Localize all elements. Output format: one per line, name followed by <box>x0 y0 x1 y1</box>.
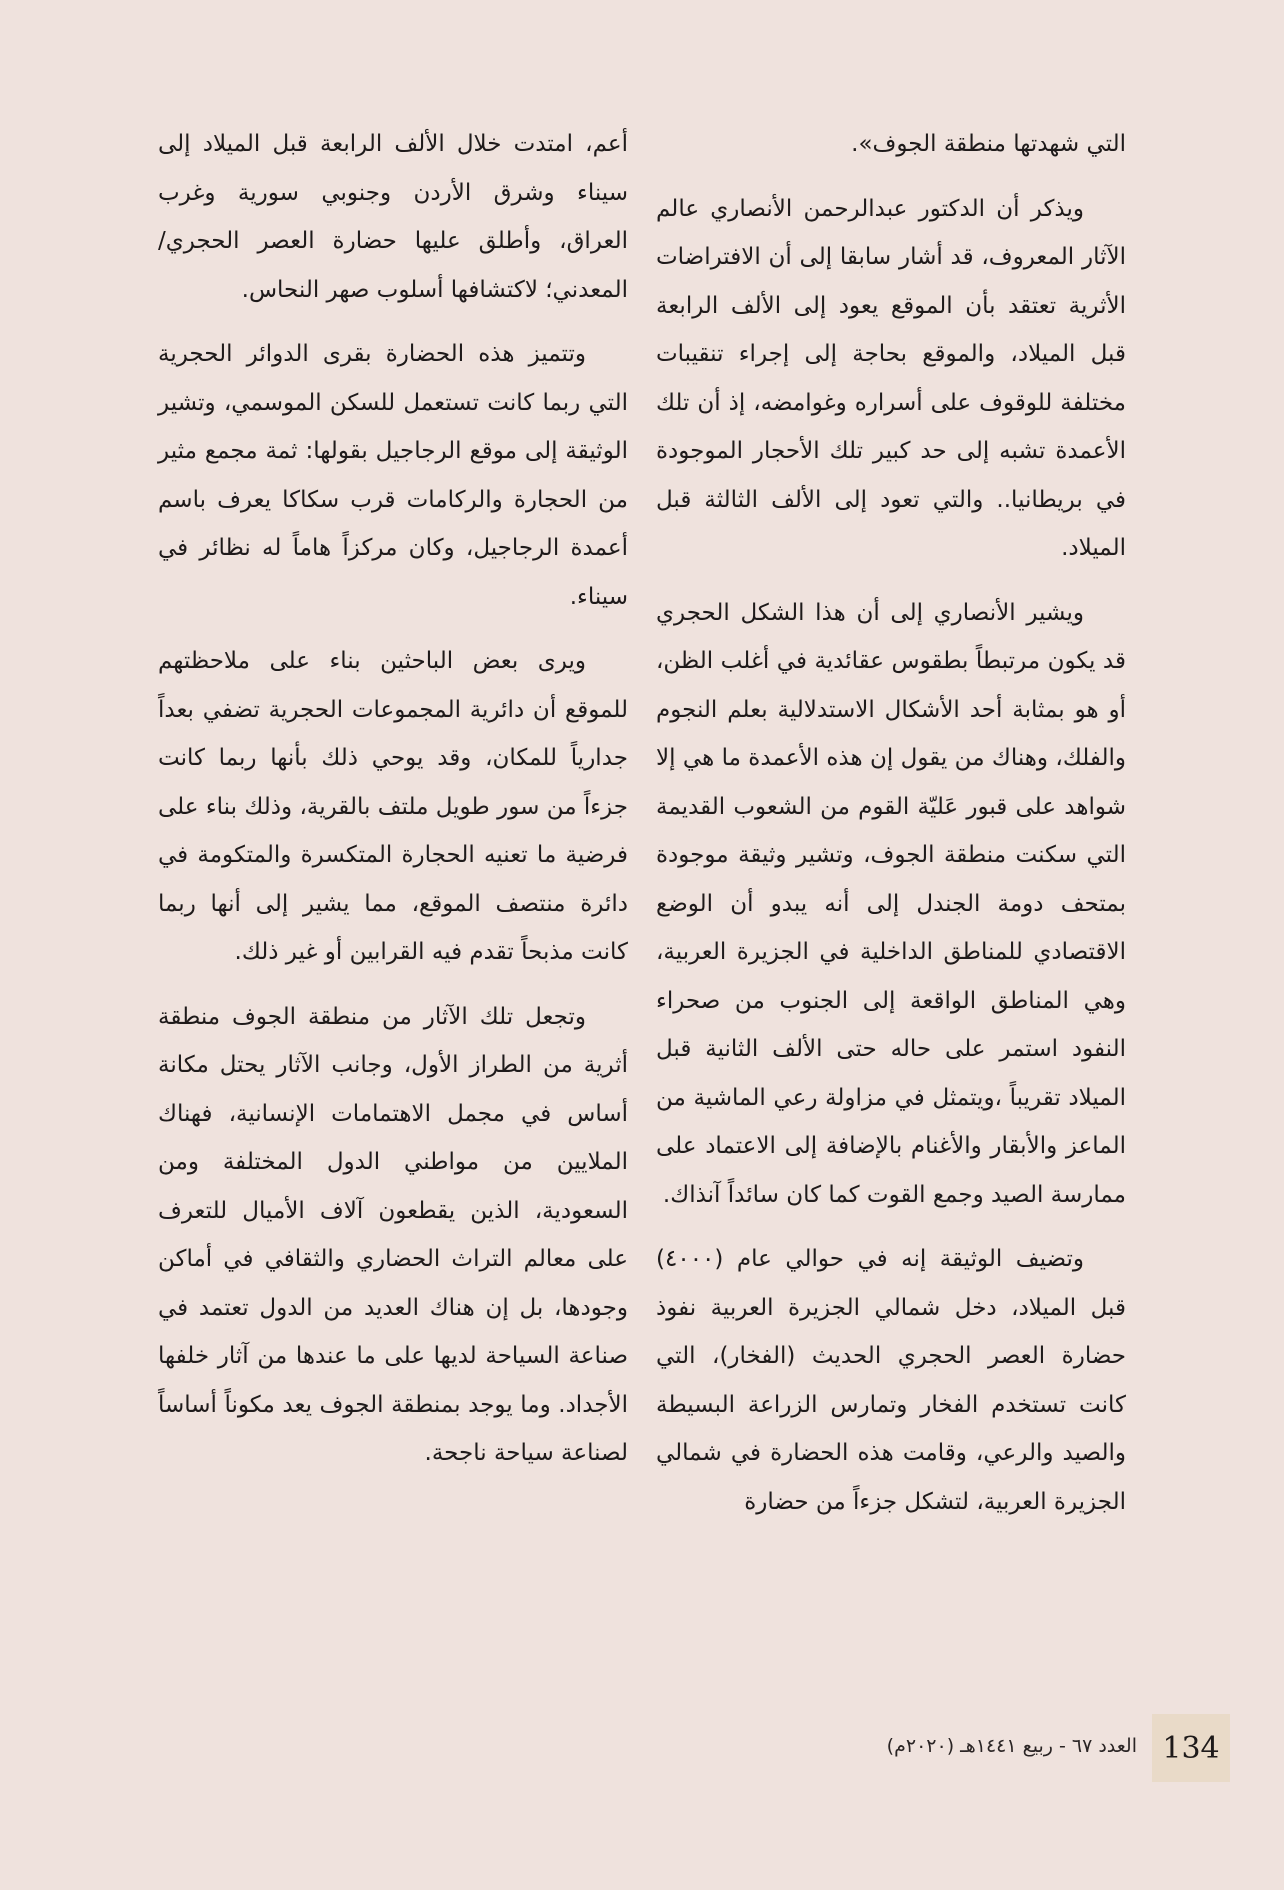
paragraph-document-adds: وتضيف الوثيقة إنه في حوالي عام (٤٠٠٠) قبل الميلاد، دخل شمالي الجزيرة العربية نفوذ حضارة العصر الحجري الحديث (الفخار)، التي كانت تستخدم الفخار وتمارس الزراعة البسيطة والصيد والرعي، وقامت هذه الحضارة في شمالي الجزيرة العربية، لتشكل جزءاً من حضارة <box>656 1246 1126 1515</box>
paragraph-ansari-stone-shape: ويشير الأنصاري إلى أن هذا الشكل الحجري قد يكون مرتبطاً بطقوس عقائدية في أغلب الظن، أو هو بمثابة أحد الأشكال الاستدلالية بعلم النجوم والفلك، وهناك من يقول إن هذه الأعمدة ما هي إلا شواهد على قبور عَليّة القوم من الشعوب القديمة التي سكنت منطقة الجوف، وتشير وثيقة موجودة بمتحف دومة الجندل إلى أنه يبدو أن الوضع الاقتصادي للمناطق الداخلية في الجزيرة العربية، وهي المناطق الواقعة إلى الجنوب من صحراء النفود استمر على حاله حتى الألف الثانية قبل الميلاد تقريباً ،ويتمثل في مزاولة رعي الماشية من الماعز والأبقار والأغنام بالإضافة إلى الاعتماد على ممارسة الصيد وجمع القوت كما كان سائداً آنذاك. <box>656 599 1126 1208</box>
paragraph-stone-circles: وتتميز هذه الحضارة بقرى الدوائر الحجرية التي ربما كانت تستعمل للسكن الموسمي، وتشير الوثيقة إلى موقع الرجاجيل بقولها: ثمة مجمع مثير من الحجارة والركامات قرب سكاكا يعرف باسم أعمدة الرجاجيل، وكان مركزاً هاماً له نظائر في سيناء. <box>158 341 628 610</box>
paragraph-continuation: التي شهدتها منطقة الجوف». <box>851 131 1126 157</box>
page-number: 134 <box>1152 1714 1230 1782</box>
paragraph-tourism: وتجعل تلك الآثار من منطقة الجوف منطقة أثرية من الطراز الأول، وجانب الآثار يحتل مكانة أساس في مجمل الاهتمامات الإنسانية، فهناك الملايين من مواطني الدول المختلفة ومن السعودية، الذين يقطعون آلاف الأميال للتعرف على معالم التراث الحضاري والثقافي في أماكن وجودها، بل إن هناك العديد من الدول تعتمد في صناعة السياحة لديها على ما عندها من آثار خلفها الأجداد. وما يوجد بمنطقة الجوف يعد مكوناً أساساً لصناعة سياحة ناجحة. <box>158 1003 628 1466</box>
paragraph-chalcolithic: أعم، امتدت خلال الألف الرابعة قبل الميلاد إلى سيناء وشرق الأردن وجنوبي سورية وغرب العراق، وأطلق عليها حضارة العصر الحجري/المعدني؛ لاكتشافها أسلوب صهر النحاس. <box>158 131 628 303</box>
article-column-right <box>656 120 1126 1542</box>
paragraph-ansari-statement: ويذكر أن الدكتور عبدالرحمن الأنصاري عالم الآثار المعروف، قد أشار سابقا إلى أن الافتراضات الأثرية تعتقد بأن الموقع يعود إلى الألف الرابعة قبل الميلاد، والموقع بحاجة إلى إجراء تنقيبات مختلفة للوقوف على أسراره وغوامضه، إذ أن تلك الأعمدة تشبه إلى حد كبير تلك الأحجار الموجودة في بريطانيا.. والتي تعود إلى الألف الثالثة قبل الميلاد. <box>656 195 1126 561</box>
article-column-left <box>158 120 628 1494</box>
paragraph-researchers-view: ويرى بعض الباحثين بناء على ملاحظتهم للموقع أن دائرية المجموعات الحجرية تضفي بعداً جدارياً للمكان، وقد يوحي ذلك بأنها ربما كانت جزءاً من سور طويل ملتف بالقرية، وذلك بناء على فرضية ما تعنيه الحجارة المتكسرة والمتكومة في دائرة منتصف الموقع، مما يشير إلى أنها ربما كانت مذبحاً تقدم فيه القرابين أو غير ذلك. <box>158 648 628 965</box>
issue-info: العدد ٦٧ - ربيع ١٤٤١هـ (٢٠٢٠م) <box>886 1735 1137 1757</box>
